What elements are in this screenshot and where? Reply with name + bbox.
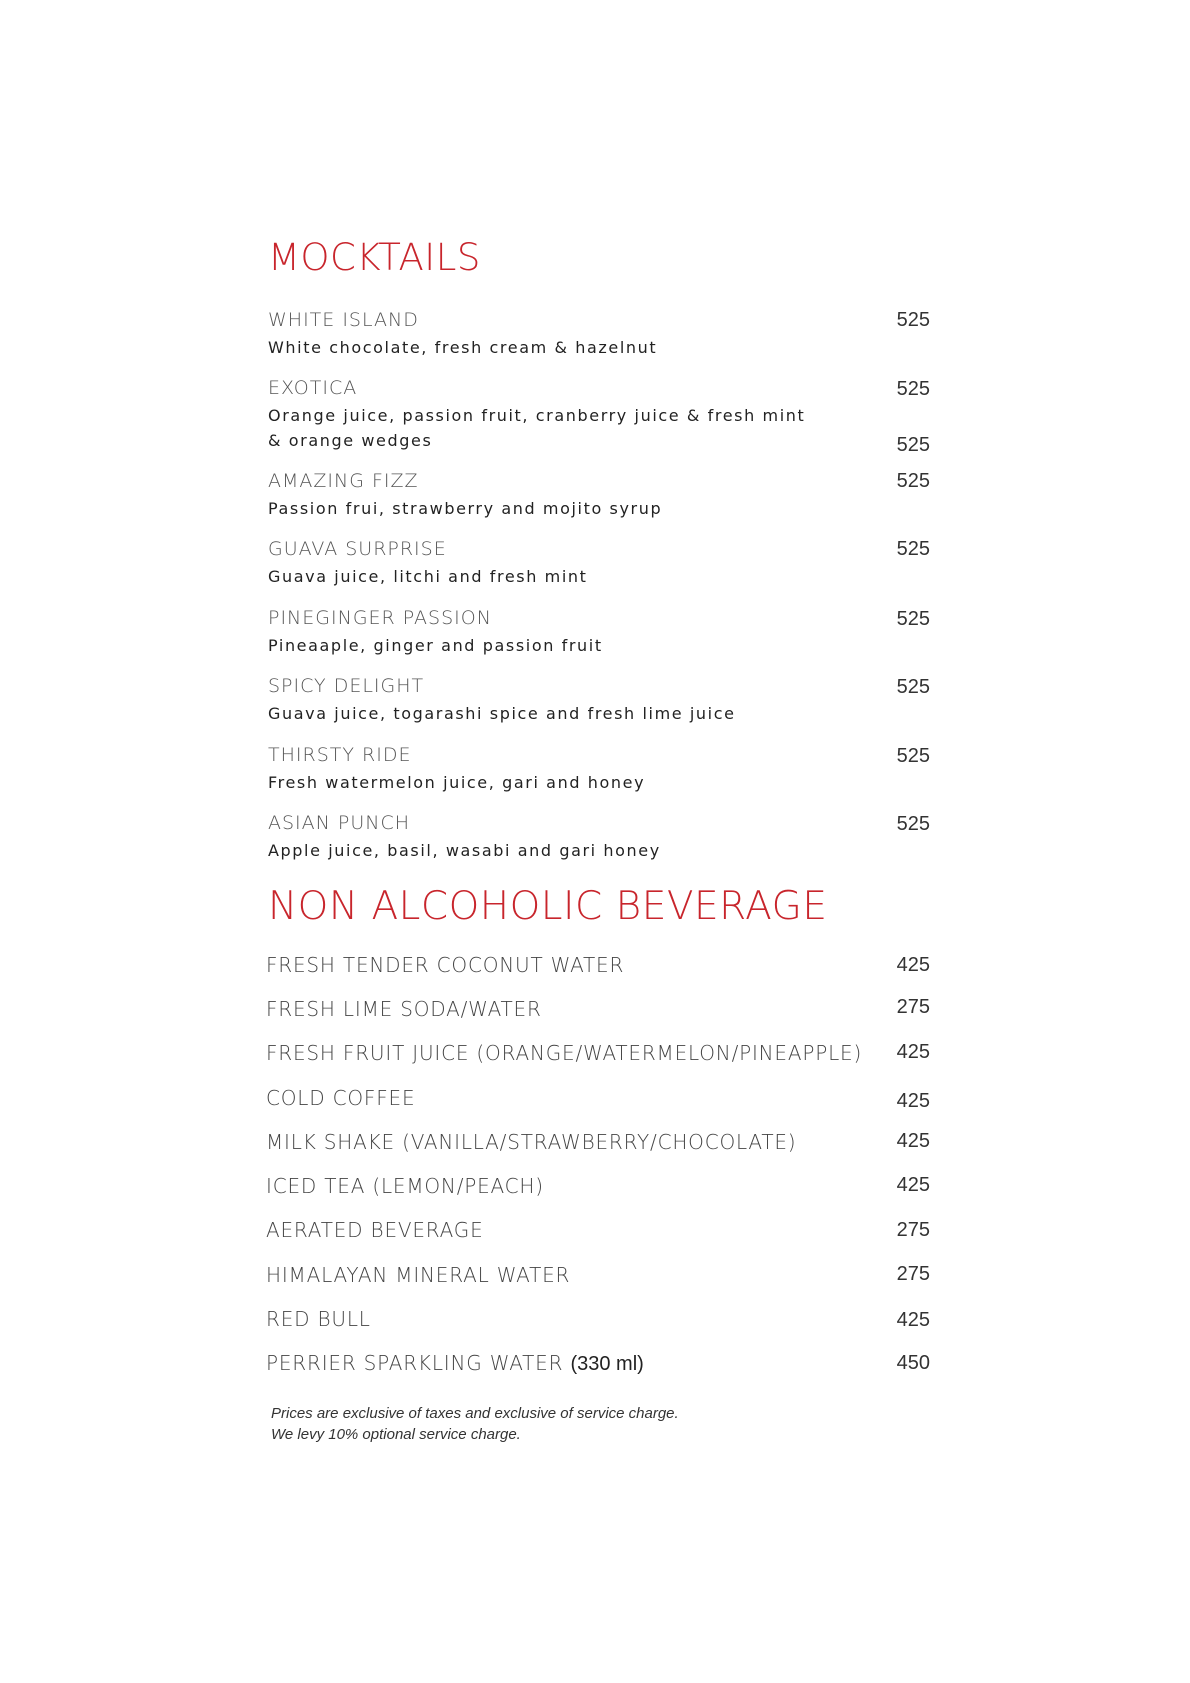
beverage-name: MILK SHAKE (VANILLA/STRAWBERRY/CHOCOLATE) <box>266 1130 797 1154</box>
beverage-price: 425 <box>896 1090 930 1112</box>
beverage-price: 425 <box>896 1130 930 1152</box>
menu-item-description: White chocolate, fresh cream & hazelnut <box>268 338 658 357</box>
menu-item-price: 525 <box>896 608 930 630</box>
menu-item-name: GUAVA SURPRISE <box>268 538 447 560</box>
menu-item-description: Passion frui, strawberry and mojito syrup <box>268 499 663 518</box>
beverage-name: ICED TEA (LEMON/PEACH) <box>266 1174 544 1198</box>
beverage-price: 425 <box>896 1174 930 1196</box>
menu-item-description: Apple juice, basil, wasabi and gari honey <box>268 841 661 860</box>
menu-item-name: ASIAN PUNCH <box>268 812 411 834</box>
beverage-name-row <box>266 1351 644 1376</box>
menu-item-description: Orange juice, passion fruit, cranberry juice & fresh mint <box>268 406 806 425</box>
beverage-volume: (330 ml) <box>570 1353 644 1375</box>
menu-item-description: Guava juice, litchi and fresh mint <box>268 567 588 586</box>
beverage-name: PERRIER SPARKLING WATER <box>266 1351 564 1375</box>
beverage-name: FRESH TENDER COCONUT WATER <box>266 953 625 977</box>
menu-item-name: PINEGINGER PASSION <box>268 607 492 629</box>
footnote-taxes: Prices are exclusive of taxes and exclusive of service charge. <box>271 1405 679 1422</box>
beverage-name: AERATED BEVERAGE <box>266 1218 484 1242</box>
menu-item-description: & orange wedges <box>268 431 433 450</box>
menu-item-name: WHITE ISLAND <box>268 309 419 331</box>
menu-item-name: SPICY DELIGHT <box>268 675 425 697</box>
menu-item-price: 525 <box>896 745 930 767</box>
beverage-name: HIMALAYAN MINERAL WATER <box>266 1263 571 1287</box>
beverage-name: FRESH FRUIT JUICE (ORANGE/WATERMELON/PINEAPPLE) <box>266 1041 863 1065</box>
non-alcoholic-heading: NON ALCOHOLIC BEVERAGE <box>268 884 828 929</box>
beverage-name: FRESH LIME SODA/WATER <box>266 997 542 1021</box>
menu-item-name: THIRSTY RIDE <box>268 744 412 766</box>
menu-item-price: 525 <box>896 378 930 400</box>
beverage-price: 425 <box>896 1309 930 1331</box>
menu-item-price: 525 <box>896 470 930 492</box>
beverage-price: 425 <box>896 954 930 976</box>
beverage-price: 450 <box>896 1352 930 1374</box>
menu-item-description: Pineaaple, ginger and passion fruit <box>268 636 603 655</box>
menu-item-price: 525 <box>896 309 930 331</box>
beverage-name: COLD COFFEE <box>266 1086 416 1110</box>
beverage-price: 275 <box>896 1219 930 1241</box>
beverage-price: 275 <box>896 1263 930 1285</box>
menu-item-price: 525 <box>896 813 930 835</box>
menu-item-name: AMAZING FIZZ <box>268 470 419 492</box>
menu-item-name: EXOTICA <box>268 377 358 399</box>
menu-item-price: 525 <box>896 538 930 560</box>
mocktails-heading: MOCKTAILS <box>268 236 481 279</box>
beverage-price: 275 <box>896 996 930 1018</box>
beverage-name: RED BULL <box>266 1307 371 1331</box>
beverage-price: 425 <box>896 1041 930 1063</box>
menu-item-description: Guava juice, togarashi spice and fresh lime juice <box>268 704 736 723</box>
menu-item-price: 525 <box>896 434 930 456</box>
menu-item-description: Fresh watermelon juice, gari and honey <box>268 773 646 792</box>
footnote-service-charge: We levy 10% optional service charge. <box>271 1426 521 1443</box>
menu-item-price: 525 <box>896 676 930 698</box>
